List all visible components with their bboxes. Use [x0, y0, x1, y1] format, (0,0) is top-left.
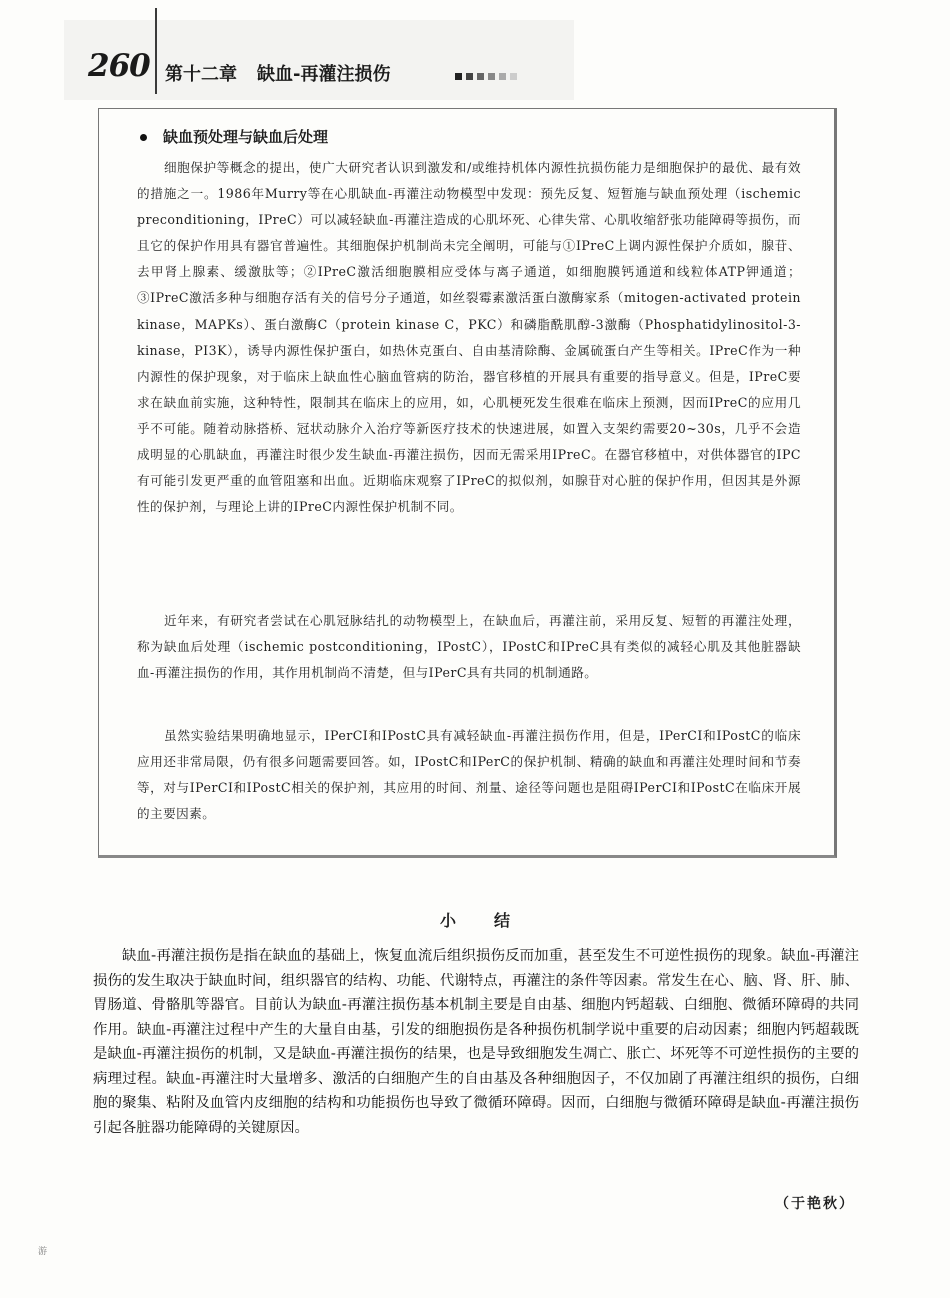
chapter-title: 缺血-再灌注损伤 [257, 64, 391, 85]
page-mark: 游 [38, 1247, 48, 1257]
chapter-heading [165, 60, 390, 86]
box-paragraph-2: 近年来，有研究者尝试在心肌冠脉结扎的动物模型上，在缺血后，再灌注前，采用反复、短暂的再灌注处理，称为缺血后处理（ischemic postconditioning，IPostC），IPostC和IPreC具有类似的减轻心肌及其他脏器缺血-再灌注损伤的作用，其作用机制尚不清楚，但与IPerC具有共同的机制通路。 [137, 613, 801, 681]
decorative-squares [455, 66, 521, 78]
page-number: 260 [88, 48, 150, 84]
bullet-icon [140, 134, 147, 141]
square-icon [466, 73, 473, 80]
summary-paragraph: 缺血-再灌注损伤是指在缺血的基础上，恢复血流后组织损伤反而加重，甚至发生不可逆性损伤的现象。缺血-再灌注损伤的发生取决于缺血时间，组织器官的结构、功能、代谢特点，再灌注的条件等因素。常发生在心、脑、肾、肝、肺、胃肠道、骨骼肌等器官。目前认为缺血-再灌注损伤基本机制主要是自由基、细胞内钙超载、白细胞、微循环障碍的共同作用。缺血-再灌注过程中产生的大量自由基，引发的细胞损伤是各种损伤机制学说中重要的启动因素；细胞内钙超载既是缺血-再灌注损伤的机制，又是缺血-再灌注损伤的结果，也是导致细胞发生凋亡、胀亡、坏死等不可逆性损伤的主要的病理过程。缺血-再灌注时大量增多、激活的白细胞产生的自由基及各种细胞因子，不仅加剧了再灌注组织的损伤，白细胞的聚集、粘附及血管内皮细胞的结构和功能损伤也导致了微循环障碍。因而，白细胞与微循环障碍是缺血-再灌注损伤引起各脏器功能障碍的关键原因。 [93, 948, 859, 1136]
author: （于艳秋） [775, 1196, 855, 1212]
chapter-number: 第十二章 [165, 64, 237, 85]
square-icon [499, 73, 506, 80]
square-icon [488, 73, 495, 80]
header-divider [155, 8, 157, 94]
box-title-text: 缺血预处理与缺血后处理 [163, 128, 329, 146]
square-icon [510, 73, 517, 80]
box-title [140, 126, 328, 147]
summary-title: 小结 [439, 911, 548, 930]
square-icon [455, 73, 462, 80]
box-paragraph-3: 虽然实验结果明确地显示，IPerCI和IPostC具有减轻缺血-再灌注损伤作用，但是，IPerCI和IPostC的临床应用还非常局限，仍有很多问题需要回答。如，IPostC和IPerC的保护机制、精确的缺血和再灌注处理时间和节奏等，对与IPerCI和IPostC相关的保护剂，其应用的时间、剂量、途径等问题也是阻碍IPerCI和IPostC在临床开展的主要因素。 [137, 728, 801, 822]
square-icon [477, 73, 484, 80]
box-paragraph-1: 细胞保护等概念的提出，使广大研究者认识到激发和/或维持机体内源性抗损伤能力是细胞保护的最优、最有效的措施之一。1986年Murry等在心肌缺血-再灌注动物模型中发现：预先反复、短暂施与缺血预处理（ischemic preconditioning，IPreC）可以减轻缺血-再灌注造成的心肌坏死、心律失常、心肌收缩舒张功能障碍等损伤，而且它的保护作用具有器官普遍性。其细胞保护机制尚未完全阐明，可能与①IPreC上调内源性保护介质如，腺苷、去甲肾上腺素、缓激肽等；②IPreC激活细胞膜相应受体与离子通道，如细胞膜钙通道和线粒体ATP钾通道；③IPreC激活多种与细胞存活有关的信号分子通道，如丝裂霉素激活蛋白激酶家系（mitogen-activated protein kinase，MAPKs）、蛋白激酶C（protein kinase C，PKC）和磷脂酰肌醇-3激酶（Phosphatidylinositol-3-kinase，PI3K），诱导内源性保护蛋白，如热休克蛋白、自由基清除酶、金属硫蛋白产生等相关。IPreC作为一种内源性的保护现象，对于临床上缺血性心脑血管病的防治，器官移植的开展具有重要的指导意义。但是，IPreC要求在缺血前实施，这种特性，限制其在临床上的应用，如，心肌梗死发生很难在临床上预测，因而IPreC的应用几乎不可能。随着动脉搭桥、冠状动脉介入治疗等新医疗技术的快速进展，如置入支架约需要20~30s，几乎不会造成明显的心肌缺血，再灌注时很少发生缺血-再灌注损伤，因而无需采用IPreC。在器官移植中，对供体器官的IPC有可能引发更严重的血管阻塞和出血。近期临床观察了IPreC的拟似剂，如腺苷对心脏的保护作用，但因其是外源性的保护剂，与理论上讲的IPreC内源性保护机制不同。 [137, 160, 801, 515]
